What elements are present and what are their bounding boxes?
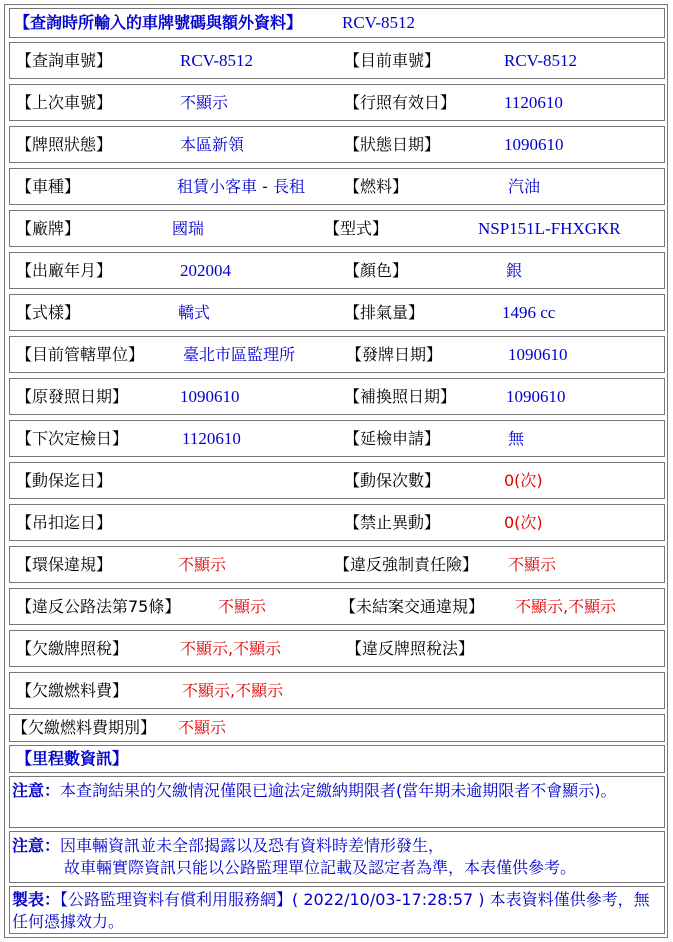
field-label: 【動保次數】	[344, 471, 441, 490]
field-value: 1120610	[182, 429, 241, 448]
field-label: 【型式】	[324, 219, 389, 238]
header-title: 【查詢時所輸入的車牌號碼與額外資料】	[14, 13, 303, 32]
field-label: 【未結案交通違規】	[340, 597, 485, 616]
field-value: NSP151L-FHXGKR	[478, 219, 621, 238]
field-value: 銀	[506, 261, 523, 280]
field-value: 不顯示	[178, 555, 227, 574]
note-1	[12, 780, 658, 802]
field-label: 【式樣】	[16, 303, 81, 322]
table-row	[9, 546, 665, 583]
table-row	[9, 714, 665, 742]
table-row	[9, 168, 665, 205]
field-value: 臺北市區監理所	[183, 345, 296, 364]
report-frame	[4, 4, 668, 938]
field-label: 【欠繳牌照稅】	[16, 639, 129, 658]
field-value: 0(次)	[504, 471, 543, 490]
field-label: 【動保迄日】	[16, 471, 113, 490]
field-label: 【狀態日期】	[344, 135, 441, 154]
field-value: 不顯示,不顯示	[515, 597, 617, 616]
header-plate: RCV-8512	[342, 13, 416, 32]
field-label: 【出廠年月】	[16, 261, 113, 280]
field-value: 1090610	[506, 387, 566, 406]
field-value: 租賃小客車 - 長租	[177, 177, 305, 196]
field-value: 不顯示	[218, 597, 267, 616]
field-value: 不顯示,不顯示	[182, 681, 284, 700]
field-value: 0(次)	[504, 513, 543, 532]
note-label: 注意：	[12, 781, 61, 800]
table-row	[9, 42, 665, 79]
field-value: 202004	[180, 261, 231, 280]
field-value: 不顯示	[508, 555, 557, 574]
field-value: 不顯示	[178, 718, 227, 737]
note-row	[9, 831, 665, 883]
field-label: 【禁止異動】	[344, 513, 441, 532]
table-row	[9, 588, 665, 625]
field-value: 國瑞	[172, 219, 205, 238]
field-label: 【排氣量】	[344, 303, 425, 322]
field-label: 【查詢車號】	[16, 51, 113, 70]
header-row	[9, 8, 665, 38]
field-value: 不顯示	[180, 93, 229, 112]
table-row	[9, 420, 665, 457]
table-row	[9, 252, 665, 289]
field-label: 【環保違規】	[16, 555, 113, 574]
field-label: 【車種】	[16, 177, 81, 196]
field-label: 【延檢申請】	[344, 429, 441, 448]
field-value: 無	[508, 429, 525, 448]
footer-note	[12, 889, 658, 933]
footer-label: 製表：	[12, 890, 61, 909]
field-label: 【牌照狀態】	[16, 135, 113, 154]
footer-text: 【公路監理資料有償利用服務網】( 2022/10/03-17:28:57 ) 本表資料僅供參考，無任何憑據效力。	[12, 890, 650, 931]
table-row	[9, 504, 665, 541]
field-value: 不顯示,不顯示	[180, 639, 282, 658]
field-label: 【燃料】	[344, 177, 409, 196]
field-value: 汽油	[508, 177, 541, 196]
table-row	[9, 210, 665, 247]
field-label: 【上次車號】	[16, 93, 113, 112]
note-text: 故車輛實際資訊只能以公路監理單位記載及認定者為準，本表僅供參考。	[64, 858, 577, 877]
table-row	[9, 126, 665, 163]
field-label: 【吊扣迄日】	[16, 513, 113, 532]
field-label: 【補換照日期】	[344, 387, 457, 406]
field-label: 【原發照日期】	[16, 387, 129, 406]
field-value: 1120610	[504, 93, 563, 112]
mileage-row	[9, 745, 665, 773]
footer-row	[9, 886, 665, 934]
table-row	[9, 294, 665, 331]
field-label: 【顏色】	[344, 261, 409, 280]
field-label: 【欠繳燃料費】	[16, 681, 129, 700]
table-row	[9, 672, 665, 709]
field-label: 【發牌日期】	[346, 345, 443, 364]
field-value: RCV-8512	[504, 51, 578, 70]
field-value: 1090610	[508, 345, 568, 364]
table-row	[9, 462, 665, 499]
field-label: 【行照有效日】	[344, 93, 457, 112]
field-label: 【下次定檢日】	[16, 429, 129, 448]
note-row	[9, 776, 665, 828]
table-row	[9, 630, 665, 667]
field-value: 本區新領	[180, 135, 245, 154]
note-label: 注意：	[12, 836, 61, 855]
field-label: 【違反強制責任險】	[334, 555, 479, 574]
field-value: 1090610	[180, 387, 240, 406]
table-row	[9, 84, 665, 121]
field-label: 【目前管轄單位】	[16, 345, 145, 364]
table-row	[9, 336, 665, 373]
field-value: 轎式	[178, 303, 211, 322]
mileage-title: 【里程數資訊】	[16, 749, 129, 768]
field-label: 【目前車號】	[344, 51, 441, 70]
field-label: 【廠牌】	[16, 219, 81, 238]
field-label: 【違反牌照稅法】	[346, 639, 475, 658]
note-text: 本查詢結果的欠繳情況僅限已逾法定繳納期限者(當年期未逾期限者不會顯示)。	[60, 781, 617, 800]
table-row	[9, 378, 665, 415]
field-label: 【欠繳燃料費期別】	[12, 718, 157, 737]
note-text: 因車輛資訊並未全部揭露以及恐有資料時差情形發生，	[60, 836, 445, 855]
field-label: 【違反公路法第75條】	[16, 597, 181, 616]
note-2	[12, 835, 658, 879]
field-value: 1496 cc	[502, 303, 556, 322]
field-value: 1090610	[504, 135, 564, 154]
field-value: RCV-8512	[180, 51, 254, 70]
